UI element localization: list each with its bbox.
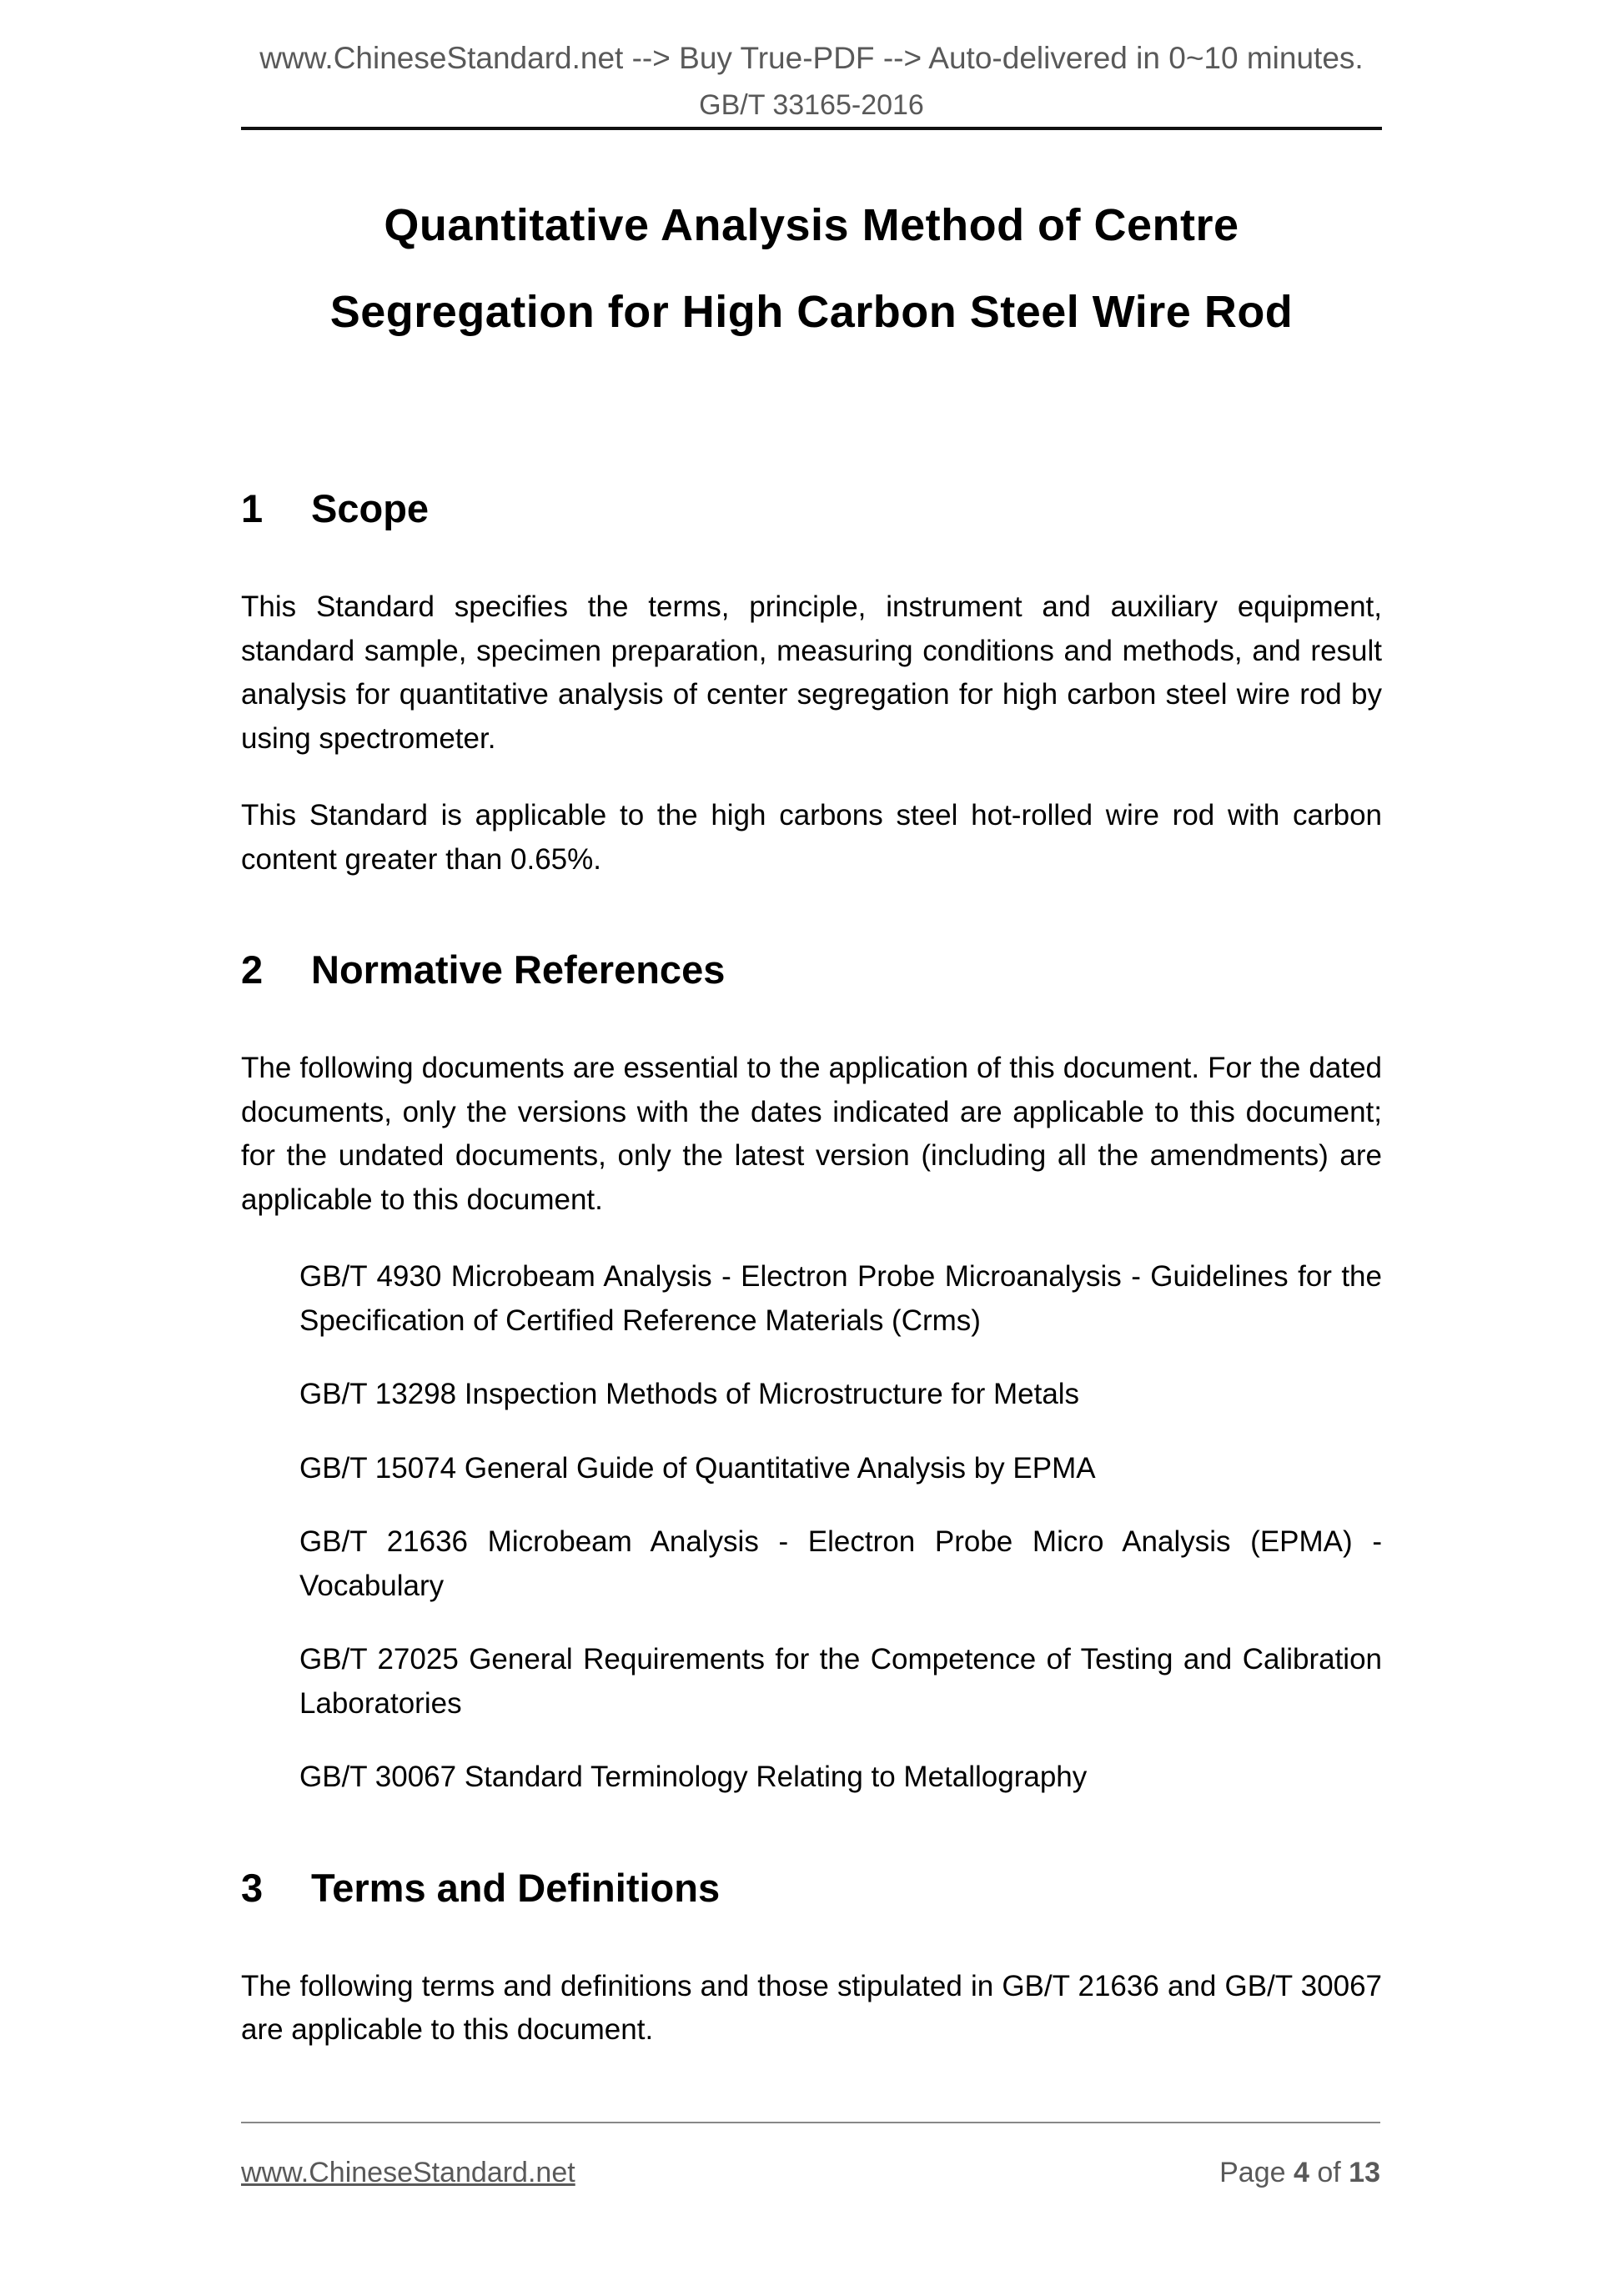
footer-site-link[interactable]: www.ChineseStandard.net — [241, 2157, 575, 2188]
reference-item: GB/T 30067 Standard Terminology Relating to Metallography — [299, 1761, 1088, 1793]
section-number: 2 — [241, 947, 264, 992]
reference-item: GB/T 13298 Inspection Methods of Microstructure for Metals — [299, 1378, 1080, 1410]
paragraph: This Standard specifies the terms, principle, instrument and auxiliary equipment, standard sample, specimen preparation, measuring conditions and methods, and result analysis for quantitative analysis of center segregation for high carbon steel wire rod by using spectrometer. — [241, 590, 1382, 755]
standard-code: GB/T 33165-2016 — [699, 89, 924, 121]
header-promo-text: www.ChineseStandard.net --> Buy True-PDF --> Auto-delivered in 0~10 minutes. — [259, 41, 1364, 75]
footer-divider — [241, 2122, 1380, 2123]
section-heading-label: Scope — [311, 486, 430, 530]
section-terms-and-definitions — [241, 1865, 1382, 2052]
reference-item: GB/T 21636 Microbeam Analysis - Electron Probe Micro Analysis (EPMA) - Vocabulary — [299, 1525, 1382, 1602]
total-pages: 13 — [1349, 2157, 1380, 2188]
page-indicator — [1219, 2157, 1380, 2189]
section-number: 1 — [241, 486, 264, 530]
document-body — [241, 485, 1382, 2052]
of-label: of — [1317, 2157, 1341, 2188]
document-title-line1: Quantitative Analysis Method of Centre — [384, 200, 1239, 250]
section-heading-label: Normative References — [311, 947, 726, 992]
paragraph: This Standard is applicable to the high carbons steel hot-rolled wire rod with carbon content greater than 0.65%. — [241, 799, 1382, 876]
reference-item: GB/T 4930 Microbeam Analysis - Electron Probe Microanalysis - Guidelines for the Specification of Certified Reference Materials (Crms) — [299, 1260, 1382, 1337]
section-heading-normative-references — [241, 947, 1382, 993]
document-title-line2: Segregation for High Carbon Steel Wire Rod — [329, 287, 1294, 337]
section-number: 3 — [241, 1865, 264, 1910]
page-number: 4 — [1293, 2157, 1309, 2188]
section-heading-label: Terms and Definitions — [311, 1865, 721, 1910]
section-normative-references — [241, 947, 1382, 1800]
header-divider — [241, 127, 1382, 130]
paragraph: The following terms and definitions and those stipulated in GB/T 21636 and GB/T 30067 are applicable to this document. — [241, 1969, 1382, 2046]
section-scope — [241, 485, 1382, 882]
page-label: Page — [1219, 2157, 1286, 2188]
section-heading-scope — [241, 485, 1382, 532]
page-footer — [241, 2122, 1380, 2189]
section-heading-terms-and-definitions — [241, 1865, 1382, 1912]
reference-item: GB/T 15074 General Guide of Quantitative Analysis by EPMA — [299, 1451, 1096, 1485]
document-title — [241, 182, 1382, 355]
reference-item: GB/T 27025 General Requirements for the Competence of Testing and Calibration Laboratories — [299, 1643, 1382, 1720]
paragraph: The following documents are essential to the application of this document. For the dated documents, only the versions with the dates indicated are applicable to this document; for the undated documents, only the latest version (including all the amendments) are applicable to this document. — [241, 1052, 1382, 1216]
